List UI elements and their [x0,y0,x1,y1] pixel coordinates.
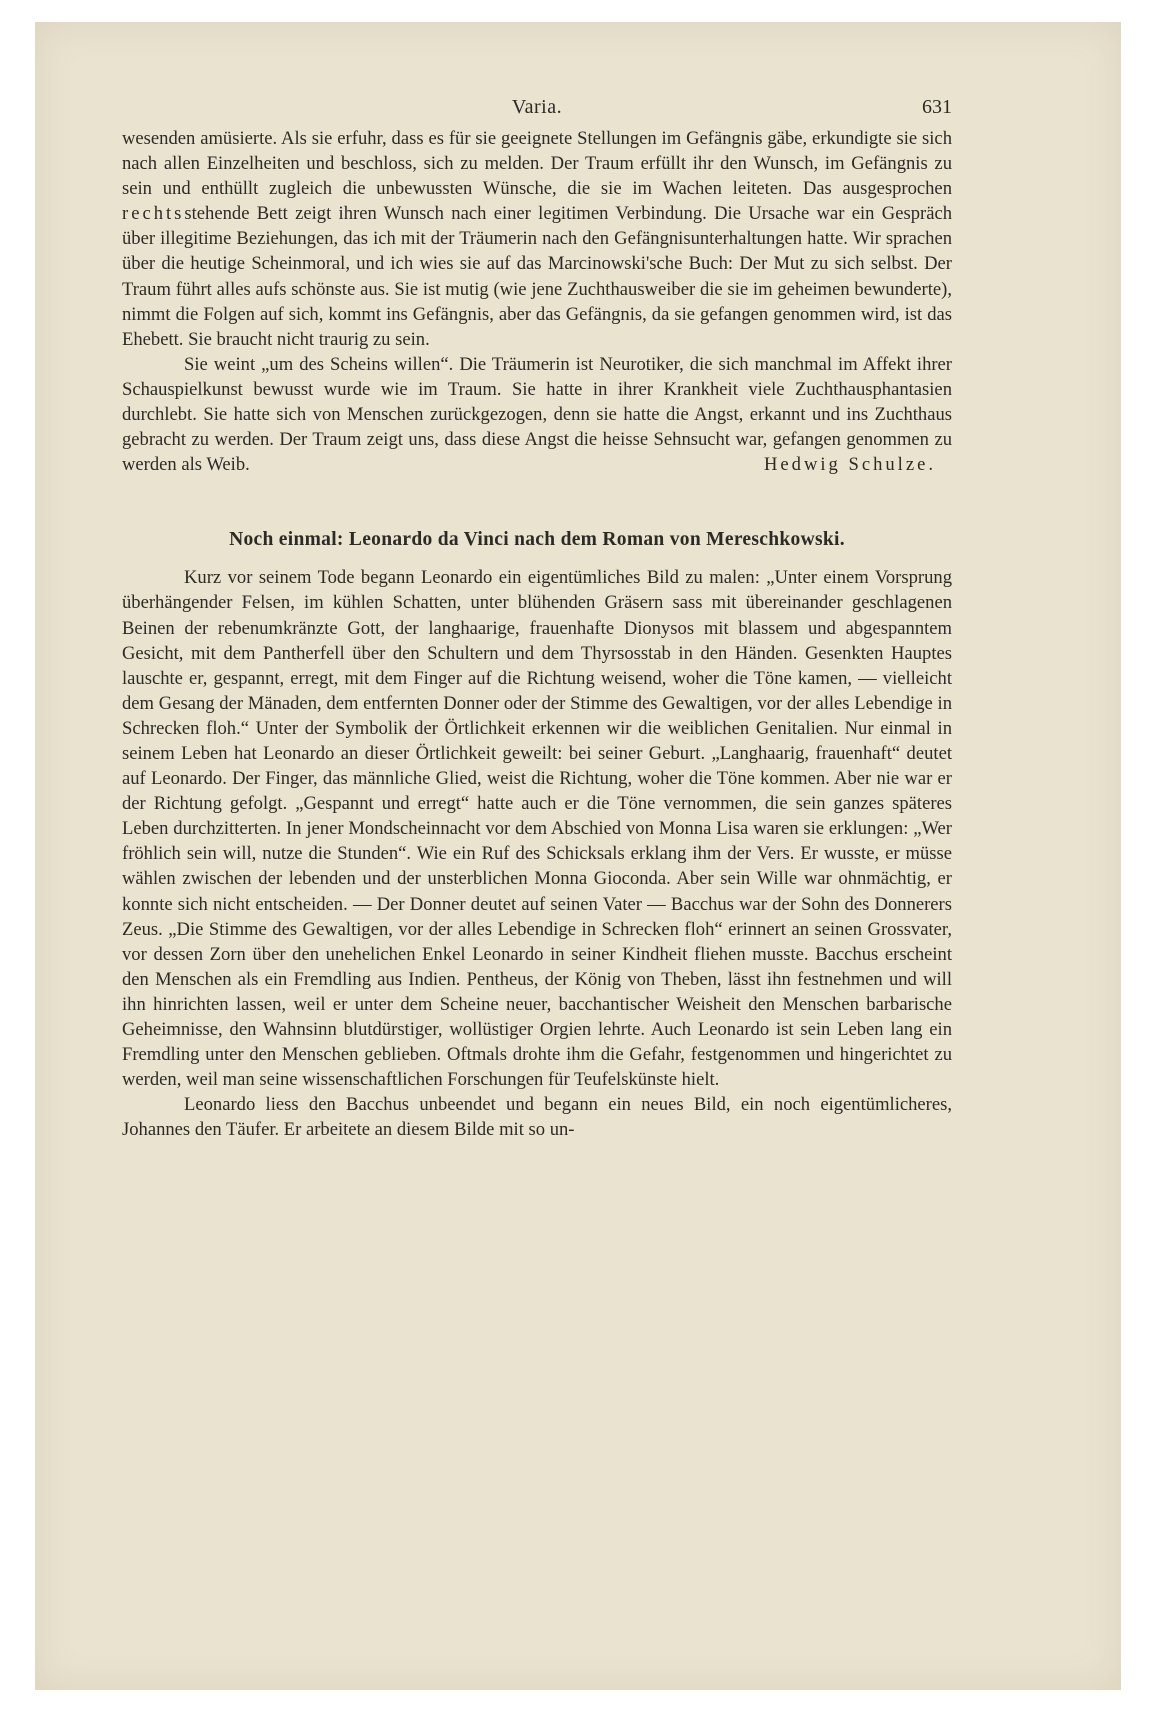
paragraph-text: wesenden amüsierte. Als sie erfuhr, dass es für sie geeignete Stellungen im Gefängnis gäbe, erkundigte sie sich nach allen Einzelheiten und beschloss, sich zu melden. Der Traum erfüllt ihr den Wunsch, im Gefängnis zu sein und enthüllt zugleich die unbewussten Wünsche, die sie im Wachen leiteten. Das ausgesprochen [122,128,952,200]
spaced-word: rechts [122,203,185,225]
author-signature: Hedwig Schulze. [763,454,936,476]
running-title: Varia. [511,96,563,118]
paragraph-text: Sie weint „um des Scheins willen“. Die Träumerin ist Neurotiker, die sich manchmal im Affekt ihrer Schauspielkunst bewusst wurde wie im Traum. Sie hatte in ihrer Krankheit viele Zuchthausphantasien durchlebt. Sie hatte sich von Menschen zurückgezogen, denn sie hatte die Angst, erkannt und ins Zuchthaus gebracht zu werden. Der Traum zeigt uns, dass diese Angst die heisse Sehnsucht war, gefangen genommen zu werden als Weib. [122,353,952,476]
page-content [122,96,952,1142]
paragraph-text: stehende Bett zeigt ihren Wunsch nach einer legitimen Verbindung. Die Ursache war ein Gespräch über illegitime Beziehungen, das ich mit der Träumerin nach den Gefängnisunterhaltungen hatte. Wir sprachen über die heutige Scheinmoral, und ich wies sie auf das Marcinowski'sche Buch: Der Mut zu sich selbst. Der Traum führt alles aufs schönste aus. Sie ist mutig (wie jene Zuchthausweiber die sie im geheimen bewunderte), nimmt die Folgen auf sich, kommt ins Gefängnis, aber das Gefängnis, da sie gefangen genommen wird, ist das Ehebett. Sie braucht nicht traurig zu sein. [122,203,952,350]
paragraph-text: Leonardo liess den Bacchus unbeendet und begann ein neues Bild, ein noch eigentümlicheres, Johannes den Täufer. Er arbeitete an diesem Bilde mit so un- [122,1094,952,1141]
article-body [122,126,952,1142]
paragraph [122,126,952,352]
paragraph [122,1092,952,1142]
page-number: 631 [922,96,952,118]
paragraph [122,565,952,1092]
paragraph [122,352,952,477]
section-heading: Noch einmal: Leonardo da Vinci nach dem Roman von Mereschkowski. [229,529,845,551]
paragraph-text: Kurz vor seinem Tode begann Leonardo ein eigentümliches Bild zu malen: „Unter einem Vorsprung überhängender Felsen, im kühlen Schatten, unter blühenden Gräsern sass mit übereinander geschlagenen Beinen der rebenumkränzte Gott, der langhaarige, frauenhafte Dionysos mit blassem und abgespanntem Gesicht, mit dem Pantherfell über den Schultern und dem Thyrsosstab in den Händen. Gesenkten Hauptes lauschte er, gespannt, erregt, mit dem Finger auf die Richtung weisend, woher die Töne kamen, — vielleicht dem Gesang der Mänaden, dem entfernten Donner oder der Stimme des Gewaltigen, vor der alles Lebendige in Schrecken floh.“ Unter der Symbolik der Örtlichkeit erkennen wir die weiblichen Genitalien. Nur einmal in seinem Leben hat Leonardo an dieser Örtlichkeit geweilt: bei seiner Geburt. „Langhaarig, frauenhaft“ deutet auf Leonardo. Der Finger, das männliche Glied, weist die Richtung, woher die Töne kommen. Aber nie war er der Richtung gefolgt. „Gespannt und erregt“ hatte auch er die Töne vernommen, die sein ganzes späteres Leben durchzitterten. In jener Mondscheinnacht vor dem Abschied von Monna Lisa waren sie erklungen: „Wer fröhlich sein will, nutze die Stunden“. Wie ein Ruf des Schicksals erklang ihm der Vers. Er wusste, er müsse wählen zwischen der lebenden und der unsterblichen Monna Gioconda. Aber sein Wille war ohnmächtig, er konnte sich nicht entscheiden. — Der Donner deutet auf seinen Vater — Bacchus war der Sohn des Donnerers Zeus. „Die Stimme des Gewaltigen, vor der alles Lebendige in Schrecken floh“ erinnert an seinen Grossvater, vor dessen Zorn über den unehelichen Enkel Leonardo in seiner Kindheit fliehen musste. Bacchus erscheint den Menschen als ein Fremdling aus Indien. Pentheus, der König von Theben, lässt ihn festnehmen und will ihn hinrichten lassen, weil er unter dem Scheine neuer, bacchantischer Weisheit den Menschen barbarische Geheimnisse, den Wahnsinn blutdürstiger, wollüstiger Orgien lehrte. Auch Leonardo ist sein Leben lang ein Fremdling unter den Menschen geblieben. Oftmals drohte ihm die Gefahr, festgenommen und hingerichtet zu werden, weil man seine wissenschaftlichen Forschungen für Teufelskünste hielt. [122,567,952,1091]
running-head [122,96,952,126]
